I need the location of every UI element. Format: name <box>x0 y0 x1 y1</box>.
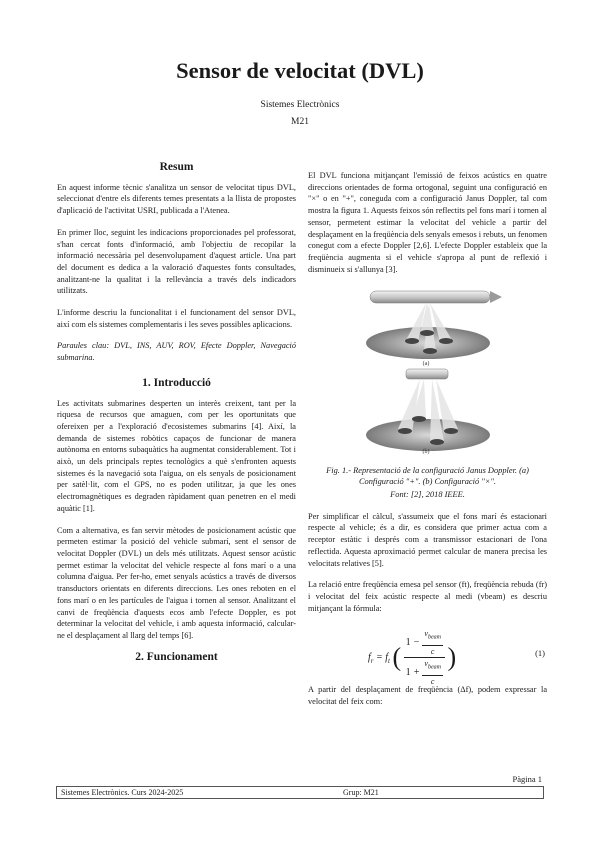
figure-label-a: (a) <box>422 361 430 368</box>
functioning-paragraph-4: A partir del desplaçament de freqüència (Δf), podem expressar la velocitat del feix com: <box>308 685 547 707</box>
figure-label-b: (b) <box>422 449 430 456</box>
figure-source: Font: [2], 2018 IEEE. <box>390 490 465 500</box>
vehicle-body-a <box>370 291 490 303</box>
document-group: M21 <box>291 117 309 127</box>
intro-paragraph-2: Com a alternativa, es fan servir mètodes de posicionament acústic que permeten estimar la posició del vehicle submarí, sent el sensor de velocitat Doppler (DVL) un dels més utilitzats. Aquest sensor acústic permet estimar la velocitat del vehicle respecte al fons marí o a una columna d'aigua. Per fer-ho, emet senyals acústics a través de diversos transductors orientats en diferents direccions. Les ones reboten en el fons marí o en les partícules de l'aigua i tornen al sensor. Analitzant el canvi de freqüència d'aquests ecos amb l'efecte Doppler, es pot determinar la velocitat del vehicle, i amb aquesta informació, calcular-ne el desplaçament al llarg del temps [6]. <box>57 525 296 640</box>
abstract-paragraph-3: L'informe descriu la funcionalitat i el funcionament del sensor DVL, així com els sistemes complementaris i les seves possibles aplicacions. <box>57 308 296 329</box>
figure-config-plus <box>366 291 502 367</box>
document-subject: Sistemes Electrònics <box>260 100 340 110</box>
footer-group: Grup: M21 <box>343 788 379 797</box>
functioning-paragraph-3: La relació entre freqüència emesa pel sensor (ft), freqüència rebuda (fr) i velocitat del feix acústic respecte al medi (vbeam) es descriu mitjançant la fórmula: <box>308 580 547 613</box>
figure-caption: Fig. 1.- Representació de la configuració Janus Doppler. (a) Configuració "+". (b) Configuració "×". <box>326 466 529 487</box>
keywords: Paraules clau: DVL, INS, AUV, ROV, Efecte Doppler, Navegació submarina. <box>57 341 296 363</box>
abstract-heading: Resum <box>159 161 194 173</box>
footer-course: Sistemes Electrònics. Curs 2024-2025 <box>61 788 184 797</box>
right-column <box>308 170 547 718</box>
page-footer <box>56 786 544 799</box>
left-column <box>57 162 296 671</box>
page-number: Pàgina 1 <box>512 774 542 784</box>
document-title: Sensor de velocitat (DVL) <box>176 58 424 83</box>
intro-heading: 1. Introducció <box>142 376 211 389</box>
abstract-paragraph-2: En primer lloc, seguint les indicacions proporcionades pel professorat, s'han cercat fonts d'informació, amb l'objectiu de recopilar la informació necessària pel desenvolupament d'aquest article. Una part del document es dedica a la valoració d'aquestes fonts consultades, analitzant-ne la qualitat i la rellevància a través dels indicadors utilitzats. <box>57 227 296 296</box>
doppler-equation: $f_r = f_t$ ( 1 − $\frac{v_{beam}}{c}$ 1 + $\frac{v_{beam}}{c}$ ) (1) <box>368 629 545 686</box>
vehicle-body-b <box>406 369 448 379</box>
equation-number: (1) <box>535 648 545 659</box>
seafloor-b <box>366 419 490 451</box>
intro-paragraph-1: Les activitats submarines desperten un interès creixent, tant per la riquesa de recursos que amaguen, com per les oportunitats que ofereixen per a l'exploració d'ecosistemes submarins [4]. Així, la demanda de sistemes robòtics capaços de funcionar de manera autònoma en entorns subaquàtics ha augmentat considerablement. Tot i això, un dels principals reptes tecnològics a què s'enfronten aquests sistemes és la navegació sota l'aigua, on els senyals de posicionament per satèl·lit, com el GPS, no es poden utilitzar, ja que les ones electromagnètiques es degraden ràpidament quan penetren en el medi aquàtic [1]. <box>57 398 296 513</box>
janus-doppler-figure <box>308 285 547 455</box>
functioning-paragraph-1: El DVL funciona mitjançant l'emissió de feixos acústics en quatre direccions orientades de forma ortogonal, seguint una configuració en "×" o en "+", coneguda com a configuració Janus Doppler, tal com mostra la figura 1. Aquests feixos són reflectits pel fons marí i tornen al sensor, permetent estimar la velocitat del vehicle a partir del desplaçament en la freqüència dels senyals emesos i rebuts, un fenomen conegut com a efecte Doppler [2,6]. L'efecte Doppler estableix que la freqüència augmenta si el vehicle s'apropa al punt de reflexió i disminueix si s'allunya [3]. <box>308 171 547 274</box>
figure-config-x <box>366 369 490 455</box>
abstract-paragraph-1: En aquest informe tècnic s'analitza un sensor de velocitat tipus DVL, seleccionat d'entre els diferents temes presentats a la llista de propostes d'aplicació de l'activitat USRI, publicada a l'Atenea. <box>57 182 296 216</box>
section-2-heading: 2. Funcionament <box>135 650 218 663</box>
functioning-paragraph-2: Per simplificar el càlcul, s'assumeix que el fons marí és estacionari respecte al vehicle; és a dir, es considera que primer actua com a receptor estàtic i després com a transmissor estacionari de l'ona reflectida. Aquesta aproximació permet calcular de manera precisa les velocitats relatives [5]. <box>308 511 547 568</box>
